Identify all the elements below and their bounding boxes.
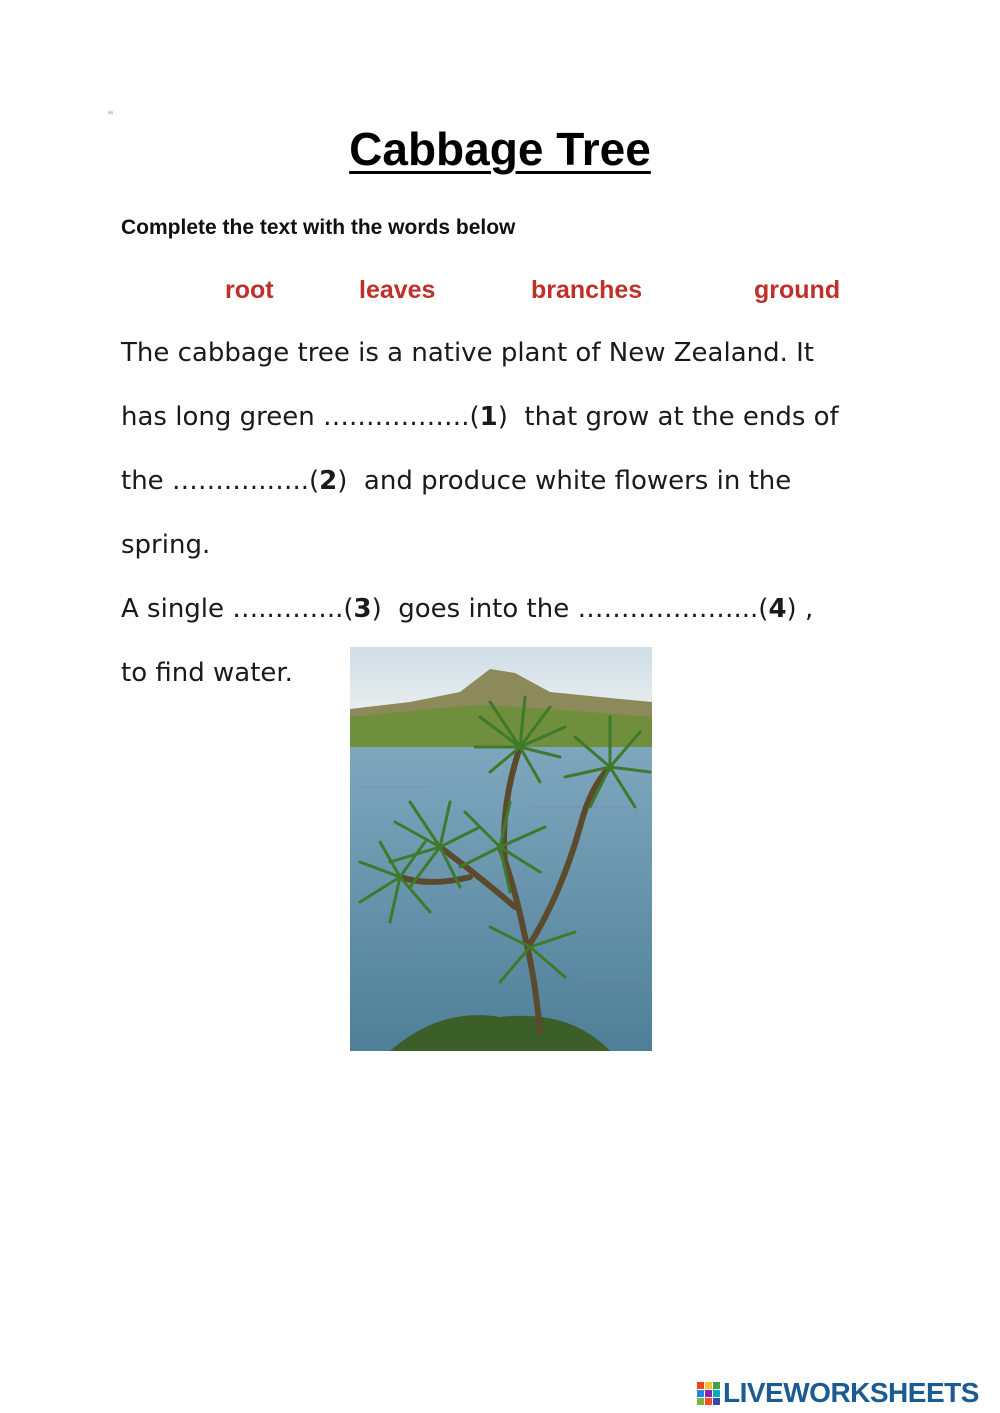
liveworksheets-logo — [697, 1376, 979, 1410]
text-fragment: ) , — [786, 594, 814, 624]
text-fragment: the …….….…..( — [121, 466, 320, 496]
page-title: Cabbage Tree — [349, 123, 651, 175]
word-bank-branches: branches — [531, 276, 643, 304]
logo-text: LIVEWORKSHEETS — [723, 1377, 979, 1408]
text-line-4: spring. — [121, 530, 211, 560]
text-fragment: ) that grow at the ends of — [497, 402, 839, 432]
word-bank-ground: ground — [754, 276, 841, 304]
text-fragment: ) and produce white flowers in the — [337, 466, 792, 496]
text-fragment: ) goes into the ………………...( — [371, 594, 769, 624]
text-line-3 — [121, 466, 791, 496]
text-line-6: to find water. — [121, 658, 293, 688]
logo-grid-icon — [697, 1382, 720, 1405]
blank-number-4: 4 — [768, 594, 787, 624]
text-line-2 — [121, 402, 839, 432]
text-fragment: A single …..……..( — [121, 594, 354, 624]
text-line-1: The cabbage tree is a native plant of New Zealand. It — [121, 338, 814, 368]
blank-number-1: 1 — [479, 402, 498, 432]
blank-number-3: 3 — [353, 594, 372, 624]
text-line-5 — [121, 594, 813, 624]
word-bank-leaves: leaves — [359, 276, 436, 304]
text-fragment: has long green ….………….( — [121, 402, 480, 432]
blank-number-2: 2 — [319, 466, 338, 496]
instruction-text: Complete the text with the words below — [121, 216, 516, 239]
cabbage-tree-illustration — [350, 647, 652, 1051]
cabbage-tree-photo — [350, 647, 652, 1051]
corner-menu-icon: ≡ — [107, 108, 114, 117]
word-bank-root: root — [225, 276, 274, 304]
